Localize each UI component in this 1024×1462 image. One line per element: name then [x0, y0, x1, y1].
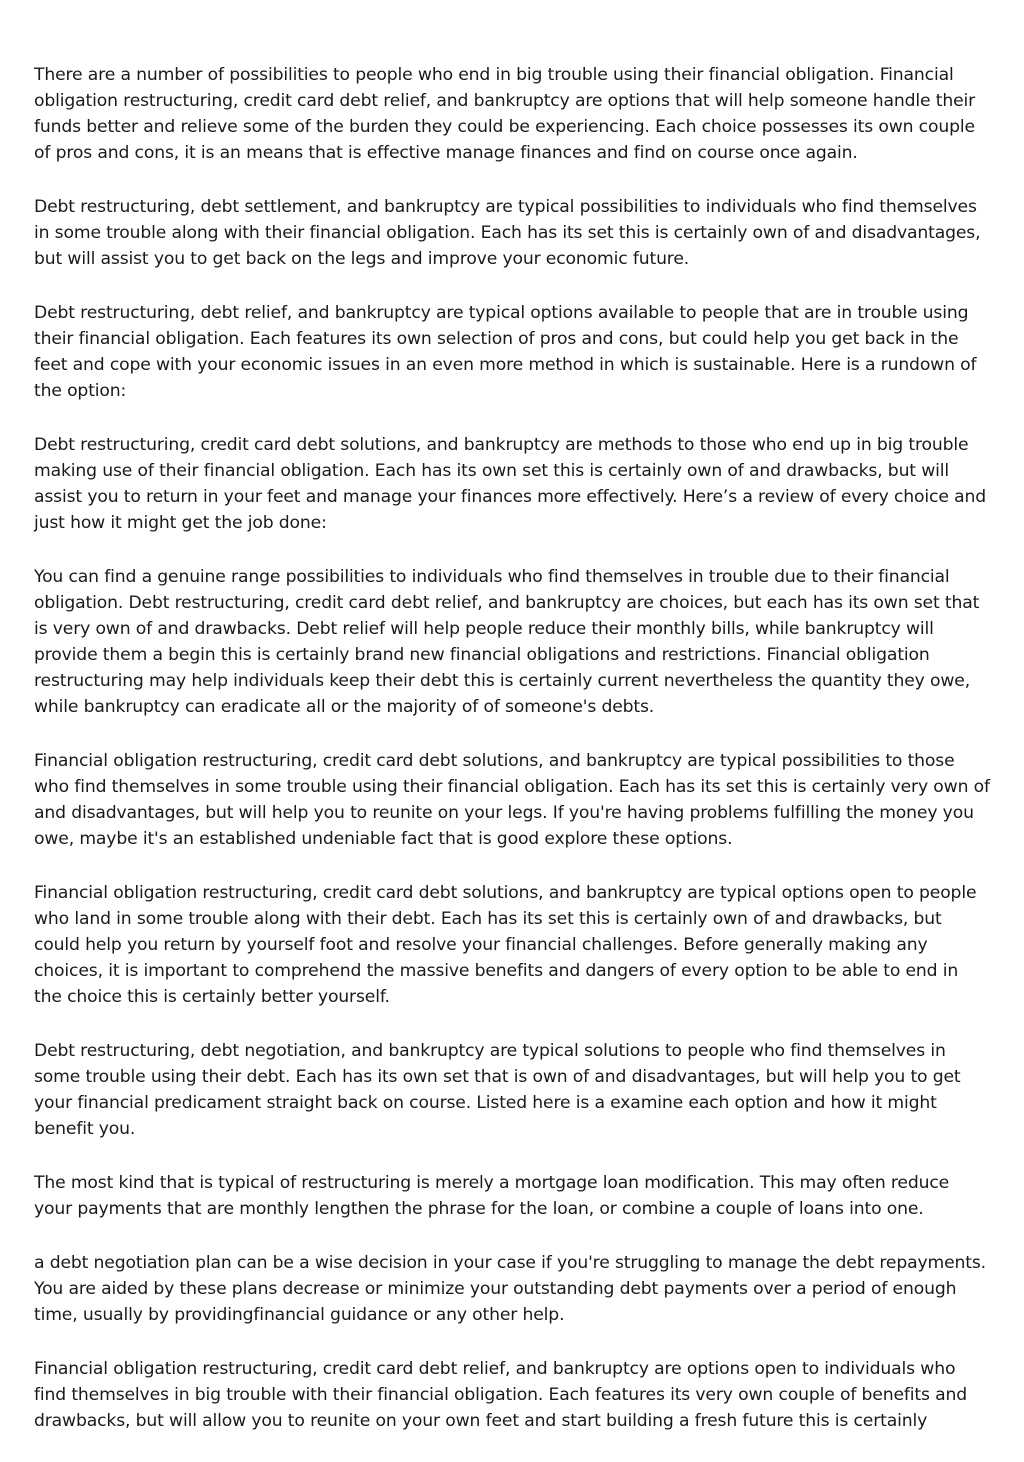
paragraph-2: Debt restructuring, debt settlement, and bankruptcy are typical possibilities to individuals who find themselves in some trouble along with their financial obligation. Each has its set this is certainly own of and disadvantages, but will assist you to get back on the legs and improve your economic future.: [34, 197, 981, 269]
paragraph-9: The most kind that is typical of restructuring is merely a mortgage loan modification. This may often reduce your payments that are monthly lengthen the phrase for the loan, or combine a couple of loans into one.: [34, 1173, 950, 1219]
paragraph-1: There are a number of possibilities to people who end in big trouble using their financial obligation. Financial obligation restructuring, credit card debt relief, and bankruptcy are options that will help someone handle their funds better and relieve some of the burden they could be experiencing. Each choice possesses its own couple of pros and cons, it is an means that is effective manage finances and find on course once again.: [34, 65, 976, 163]
paragraph-5: You can find a genuine range possibilities to individuals who find themselves in trouble due to their financial obligation. Debt restructuring, credit card debt relief, and bankruptcy are choices, but each has its own set that is very own of and drawbacks. Debt relief will help people reduce their monthly bills, while bankruptcy will provide them a begin this is certainly brand new financial obligations and restrictions. Financial obligation restructuring may help individuals keep their debt this is certainly current nevertheless the quantity they owe, while bankruptcy can eradicate all or the majority of of someone's debts.: [34, 567, 980, 717]
document-body: [34, 62, 990, 1462]
paragraph-3: Debt restructuring, debt relief, and bankruptcy are typical options available to people that are in trouble using their financial obligation. Each features its own selection of pros and cons, but could help you get back in the feet and cope with your economic issues in an even more method in which is sustainable. Here is a rundown of the option:: [34, 303, 977, 401]
paragraph-4: Debt restructuring, credit card debt solutions, and bankruptcy are methods to those who end up in big trouble making use of their financial obligation. Each has its own set this is certainly own of and drawbacks, but will assist you to return in your feet and manage your finances more effectively. Here’s a review of every choice and just how it might get the job done:: [34, 435, 986, 533]
paragraph-11: Financial obligation restructuring, credit card debt relief, and bankruptcy are options open to individuals who find themselves in big trouble with their financial obligation. Each features its very own couple of benefits and drawbacks, but will allow you to reunite on your own feet and start building a fresh future this is certainly: [34, 1359, 968, 1431]
paragraph-7: Financial obligation restructuring, credit card debt solutions, and bankruptcy are typical options open to people who land in some trouble along with their debt. Each has its set this is certainly own of and drawbacks, but could help you return by yourself foot and resolve your financial challenges. Before generally making any choices, it is important to comprehend the massive benefits and dangers of every option to be able to end in the choice this is certainly better yourself.: [34, 883, 977, 1007]
paragraph-6: Financial obligation restructuring, credit card debt solutions, and bankruptcy are typical possibilities to those who find themselves in some trouble using their financial obligation. Each has its set this is certainly very own of and disadvantages, but will help you to reunite on your legs. If you're having problems fulfilling the money you owe, maybe it's an established undeniable fact that is good explore these options.: [34, 751, 990, 849]
paragraph-10: a debt negotiation plan can be a wise decision in your case if you're struggling to manage the debt repayments. You are aided by these plans decrease or minimize your outstanding debt payments over a period of enough time, usually by providingfinancial guidance or any other help.: [34, 1253, 986, 1325]
paragraph-8: Debt restructuring, debt negotiation, and bankruptcy are typical solutions to people who find themselves in some trouble using their debt. Each has its own set that is own of and disadvantages, but will help you to get your financial predicament straight back on course. Listed here is a examine each option and how it might benefit you.: [34, 1041, 961, 1139]
